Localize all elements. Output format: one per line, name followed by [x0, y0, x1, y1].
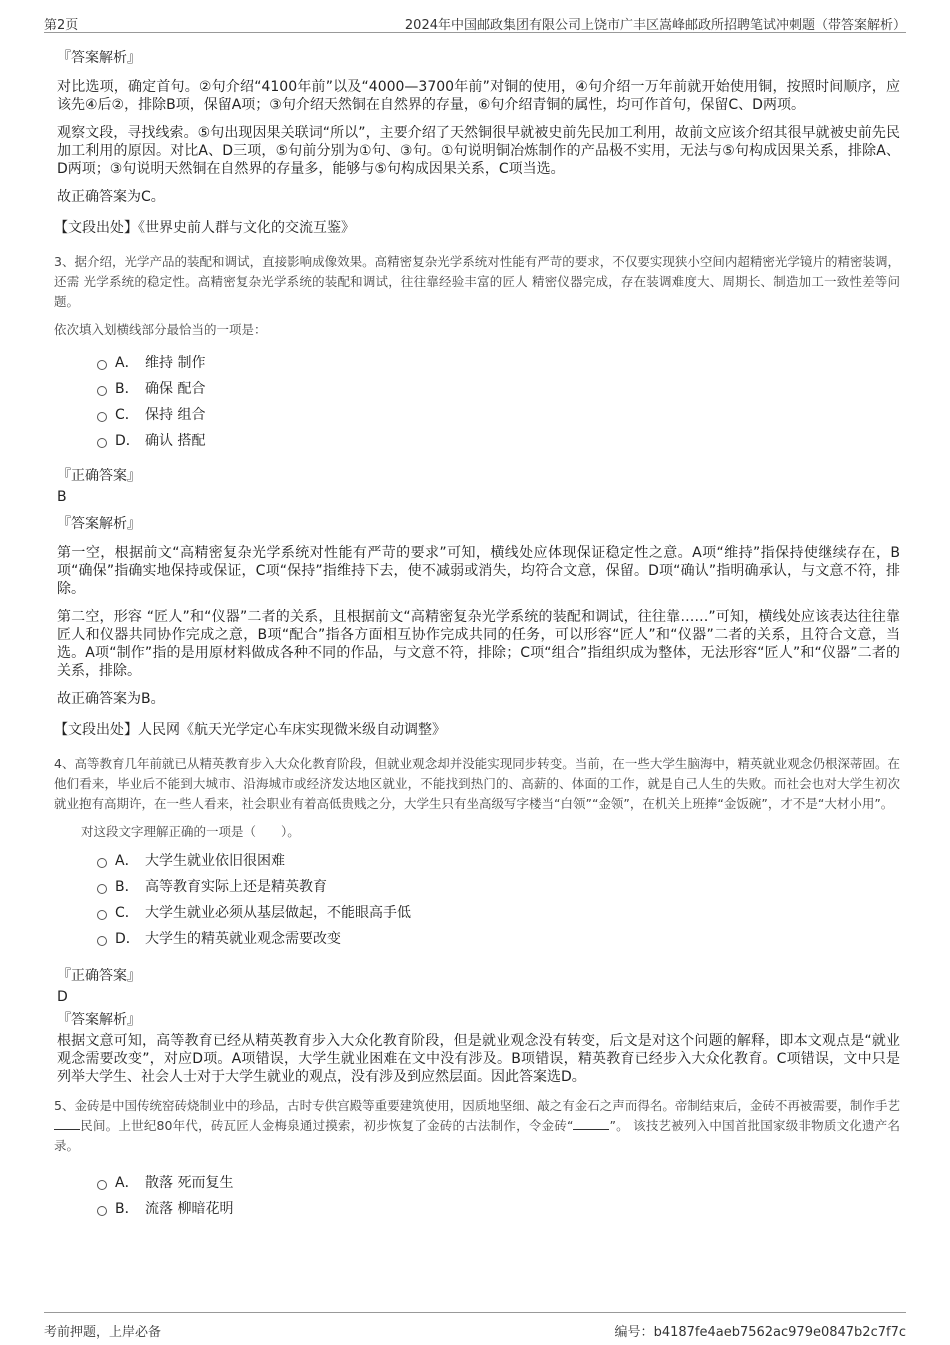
option-text: 大学生就业依旧很困难 — [145, 853, 285, 869]
q5-question-part-2: 民间。上世纪80年代，砖瓦匠人金梅泉通过摸索，初步恢复了金砖的古法制作，令金砖“ — [80, 1118, 574, 1133]
option-letter: B． — [115, 879, 139, 895]
q3-option-c[interactable] — [97, 402, 900, 428]
q2-analysis-label: 『答案解析』 — [57, 50, 141, 66]
q2-analysis-paragraph-2: 观察文段，寻找线索。⑤句出现因果关联词“所以”，主要介绍了天然铜很早就被史前先民加工利用，故前文应该介绍其很早就被史前先民加工利用的原因。对比A、D三项，⑤句前分别为①句、③句。①句说明铜冶炼制作的产品极不实用，无法与⑤句构成因果关系，排除A、D两项；③句说明天然铜在自然界的存量多，能够与⑤句构成因果关系，C项当选。 — [57, 125, 900, 177]
q4-correct-label: 『正确答案』 — [57, 968, 141, 984]
q3-conclusion: 故正确答案为B。 — [57, 691, 165, 707]
option-letter: D． — [115, 931, 140, 947]
radio-icon[interactable] — [97, 884, 107, 894]
option-letter: A． — [115, 853, 139, 869]
q4-option-a[interactable] — [97, 848, 900, 874]
document-id-label: 编号： — [614, 1325, 654, 1340]
radio-icon[interactable] — [97, 936, 107, 946]
radio-icon[interactable] — [97, 412, 107, 422]
option-text: 确认 搭配 — [145, 433, 206, 449]
option-letter: B． — [115, 1201, 139, 1217]
option-letter: A． — [115, 355, 139, 371]
q2-analysis-paragraph-1: 对比选项，确定首句。②句介绍“4100年前”以及“4000—3700年前”对铜的使用，④句介绍一万年前就开始使用铜，按照时间顺序，应该先④后②，排除B项，保留A项；③句介绍天然铜在自然界的存量，⑥句介绍青铜的属性，均可作首句，保留C、D两项。 — [57, 79, 900, 113]
option-text: 大学生就业必须从基层做起，不能眼高手低 — [145, 905, 411, 921]
q4-option-b[interactable] — [97, 874, 900, 900]
q3-analysis-paragraph-1: 第一空，根据前文“高精密复杂光学系统对性能有严苛的要求”可知，横线处应体现保证稳定性之意。A项“维持”指保持使继续存在，B项“确保”指确实地保持或保证，C项“保持”指维持下去，使不减弱或消失，均符合文意，保留。D项“确认”指明确承认，与文意不符，排除。 — [57, 545, 900, 597]
option-text: 确保 配合 — [145, 381, 206, 397]
q4-correct-answer: D — [57, 989, 68, 1005]
q5-option-a[interactable] — [97, 1170, 900, 1196]
q5-blank-2 — [573, 1129, 609, 1130]
q3-source: 【文段出处】人民网《航天光学定心车床实现微米级自动调整》 — [54, 722, 446, 738]
q5-question-part-1: 5、金砖是中国传统窑砖烧制业中的珍品，古时专供宫殿等重要建筑使用，因质地坚细、敲之有金石之声而得名。帝制结束后，金砖不再被需要，制作手艺 — [54, 1098, 900, 1113]
option-text: 保持 组合 — [145, 407, 206, 423]
option-text: 散落 死而复生 — [145, 1175, 234, 1191]
q3-option-a[interactable] — [97, 350, 900, 376]
document-id — [615, 1321, 906, 1340]
q4-question: 4、高等教育几年前就已从精英教育步入大众化教育阶段，但就业观念却并没能实现同步转变。当前，在一些大学生脑海中，精英就业观念仍根深蒂固。在他们看来，毕业后不能到大城市、沿海城市或经济发达地区就业，不能找到热门的、高薪的、体面的工作，就是自己人生的失败。而社会也对大学生初次就业抱有高期许，在一些人看来，社会职业有着高低贵贱之分，大学生只有坐高级写字楼当“白领”“金领”，在机关上班捧“金饭碗”，才不是“大材小用”。 — [54, 756, 900, 811]
q5-option-b[interactable] — [97, 1196, 900, 1222]
footer-slogan: 考前押题，上岸必备 — [44, 1325, 162, 1340]
q3-option-d[interactable] — [97, 428, 900, 454]
radio-icon[interactable] — [97, 858, 107, 868]
option-text: 高等教育实际上还是精英教育 — [145, 879, 327, 895]
radio-icon[interactable] — [97, 1180, 107, 1190]
radio-icon[interactable] — [97, 438, 107, 448]
q3-correct-answer: B — [57, 489, 67, 505]
q5-question — [54, 1096, 900, 1156]
page-content — [54, 40, 901, 1234]
q5-options — [97, 1170, 900, 1222]
page-header — [44, 10, 906, 33]
q3-analysis-paragraph-2: 第二空，形容 “匠人”和“仪器”二者的关系，且根据前文“高精密复杂光学系统的装配和调试，往往靠……”可知，横线处应该表达往往靠匠人和仪器共同协作完成之意，B项“配合”指各方面相互协作完成共同的任务，可以形容“匠人”和“仪器”二者的关系，且符合文意，当选。A项“制作”指的是用原材料做成各种不同的作品，与文意不符，排除；C项“组合”指组织成为整体，无法形容“匠人”和“仪器”二者的关系，排除。 — [57, 609, 900, 679]
q4-option-c[interactable] — [97, 900, 900, 926]
q5-question-part-3: ”。 该技艺被列入中国首批国家级非物质文化遗产名录。 — [54, 1118, 901, 1153]
option-text: 流落 柳暗花明 — [145, 1201, 234, 1217]
page-footer — [44, 1312, 906, 1339]
option-text: 大学生的精英就业观念需要改变 — [145, 931, 341, 947]
q4-analysis-paragraph-1: 根据文意可知，高等教育已经从精英教育步入大众化教育阶段，但是就业观念没有转变，后文是对这个问题的解释，即本文观点是“就业观念需要改变”，对应D项。A项错误，大学生就业困难在文中没有涉及。B项错误，精英教育已经步入大众化教育。C项错误，文中只是列举大学生、社会人士对于大学生就业的观点，没有涉及到应然层面。因此答案选D。 — [57, 1033, 900, 1085]
q3-options — [97, 350, 900, 454]
option-letter: C． — [115, 407, 139, 423]
q3-option-b[interactable] — [97, 376, 900, 402]
q4-option-d[interactable] — [97, 926, 900, 952]
radio-icon[interactable] — [97, 910, 107, 920]
option-letter: D． — [115, 433, 140, 449]
option-letter: C． — [115, 905, 139, 921]
q4-options — [97, 848, 900, 952]
q5-blank-1 — [54, 1129, 80, 1130]
page-number: 第2页 — [44, 18, 79, 33]
radio-icon[interactable] — [97, 360, 107, 370]
q3-prompt: 依次填入划横线部分最恰当的一项是： — [54, 322, 267, 337]
q2-conclusion: 故正确答案为C。 — [57, 189, 165, 205]
document-id-value: b4187fe4aeb7562ac979e0847b2c7f7c — [653, 1325, 906, 1340]
radio-icon[interactable] — [97, 386, 107, 396]
q3-question: 3、据介绍，光学产品的装配和调试，直接影响成像效果。高精密复杂光学系统对性能有严苛的要求，不仅要实现狭小空间内超精密光学镜片的精密装调，还需 光学系统的稳定性。高精密复杂光学系统的装配和调试，往往靠经验丰富的匠人 精密仪器完成，存在装调难度大、周期长、制造加工一致性差等问题。 — [54, 254, 900, 309]
q3-analysis-label: 『答案解析』 — [57, 516, 141, 532]
option-letter: A． — [115, 1175, 139, 1191]
document-title: 2024年中国邮政集团有限公司上饶市广丰区嵩峰邮政所招聘笔试冲刺题（带答案解析） — [404, 18, 906, 33]
q3-correct-label: 『正确答案』 — [57, 468, 141, 484]
q2-source: 【文段出处】《世界史前人群与文化的交流互鉴》 — [54, 220, 355, 236]
option-letter: B． — [115, 381, 139, 397]
option-text: 维持 制作 — [145, 355, 206, 371]
q4-prompt: 对这段文字理解正确的一项是（ ）。 — [81, 824, 300, 839]
radio-icon[interactable] — [97, 1206, 107, 1216]
q4-analysis-label: 『答案解析』 — [57, 1012, 141, 1028]
